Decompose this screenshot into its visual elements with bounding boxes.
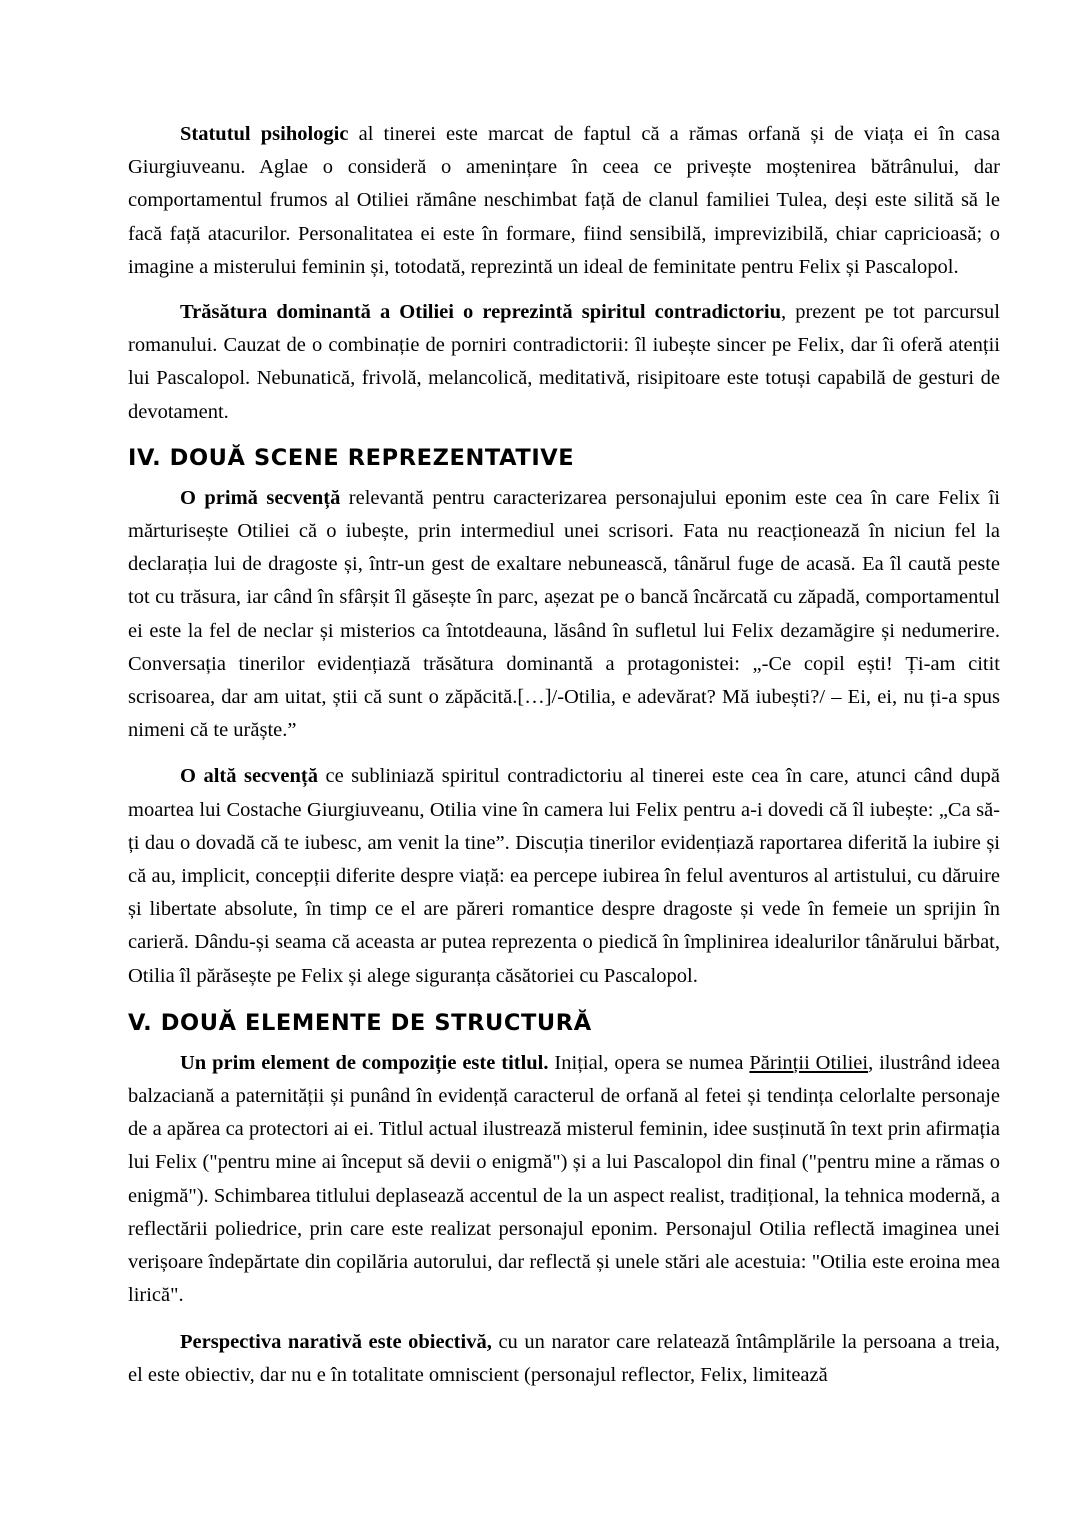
paragraph-lead-in: Statutul psihologic: [180, 123, 349, 145]
paragraph-perspectiva-narativa: [128, 1326, 1000, 1392]
paragraph-text-after-title: , ilustrând ideea balzaciană a paternității și punând în evidență caracterul de orfană al fetei și tendința celorlalte personaje de a apărea ca protectori ai ei. Titlul actual ilustrează misterul feminin, idee susținută în text prin afirmația lui Felix ("pentru mine ai început să devii o enigmă") și a lui Pascalopol din final ("pentru mine a rămas o enigmă"). Schimbarea titlului deplasează accentul de la un aspect realist, tradițional, la tehnica modernă, a reflectării poliedrice, prin care este realizat personajul eponim. Personajul Otilia reflectă imaginea unei verișoare îndepărtate din copilăria autorului, dar reflectă și unele stări ale acestuia: "Otilia este eroina mea lirică".: [128, 1051, 1000, 1307]
paragraph-text: al tinerei este marcat de faptul că a rămas orfană și de viața ei în casa Giurgiuveanu. Aglae o consideră o amenințare în ceea ce privește moștenirea bătrânului, dar comportamentul frumos al Otiliei rămâne neschimbat față de clanul familiei Tulea, deși este silită să le facă față atacurilor. Personalitatea ei este în formare, fiind sensibilă, imprevizibilă, chiar capricioasă; o imagine a misterului feminin și, totodată, reprezintă un ideal de feminitate pentru Felix și Pascalopol.: [128, 123, 1000, 278]
paragraph-text: , prezent pe tot parcursul romanului. Cauzat de o combinație de porniri contradictorii: îl iubește sincer pe Felix, dar îi oferă atenții lui Pascalopol. Nebunatică, frivolă, melancolică, meditativă, risipitoare este totuși capabilă de gesturi de devotament.: [128, 301, 1000, 423]
underlined-work-title: Părinții Otiliei: [749, 1051, 869, 1074]
document-body: [128, 118, 1000, 1392]
paragraph-lead-in: O altă secvență: [180, 765, 318, 788]
section-heading-iv: IV. DOUĂ SCENE REPREZENTATIVE: [128, 444, 575, 471]
paragraph-lead-in: Trăsătura dominantă a Otiliei o reprezintă spiritul contradictoriu: [180, 301, 782, 324]
paragraph-lead-in: Un prim element de compoziție este titlul.: [180, 1051, 549, 1074]
paragraph-element-compozitie: [128, 1047, 1000, 1313]
paragraph-text-before-title: Inițial, opera se numea: [548, 1051, 750, 1074]
paragraph-lead-in: O primă secvență: [180, 486, 341, 509]
section-heading-v: V. DOUĂ ELEMENTE DE STRUCTURĂ: [128, 1009, 592, 1036]
paragraph-text: relevantă pentru caracterizarea personajului eponim este cea în care Felix îi mărturisește Otiliei că o iubește, prin intermediul unei scrisori. Fata nu reacționează în niciun fel la declarația lui de dragoste și, într-un gest de exaltare nebunească, tânărul fuge de acasă. Ea îl caută peste tot cu trăsura, iar când în sfârșit îl găsește în parc, așezat pe o bancă încărcată cu zăpadă, comportamentul ei este la fel de neclar și misterios ca întotdeauna, lăsând în sufletul lui Felix dezamăgire și nedumerire. Conversația tinerilor evidențiază trăsătura dominantă a protagonistei: „-Ce copil ești! Ți-am citit scrisoarea, dar am uitat, știi că sunt o zăpăcită.[…]/-Otilia, e adevărat? Mă iubești?/ – Ei, ei, nu ți-a spus nimeni că te urăște.”: [128, 486, 1000, 742]
paragraph-alta-secventa: [128, 760, 1000, 992]
paragraph-text: ce subliniază spiritul contradictoriu al tinerei este cea în care, atunci când după moartea lui Costache Giurgiuveanu, Otilia vine în camera lui Felix pentru a-i dovedi că îl iubește: „Ca să-ți dau o dovadă că te iubesc, am venit la tine”. Discuția tinerilor evidențiază raportarea diferită la iubire și că au, implicit, concepții diferite despre viață: ea percepe iubirea în felul aventuros al artistului, cu dăruire și libertate absolute, în timp ce el are păreri romantice despre dragoste și vede în femeie un sprijin în carieră. Dându-și seama că aceasta ar putea reprezenta o piedică în împlinirea idealurilor tânărului bărbat, Otilia îl părăsește pe Felix și alege siguranța căsătoriei cu Pascalopol.: [128, 765, 1000, 987]
paragraph-text: cu un narator care relatează întâmplările la persoana a treia, el este obiectiv, dar nu e în totalitate omniscient (personajul reflector, Felix, limitează: [128, 1330, 1000, 1386]
paragraph-prima-secventa: [128, 482, 1000, 748]
paragraph-statut-psihologic: [128, 118, 1000, 284]
paragraph-trasatura-dominanta: [128, 296, 1000, 429]
paragraph-lead-in: Perspectiva narativă este obiectivă,: [180, 1330, 492, 1353]
